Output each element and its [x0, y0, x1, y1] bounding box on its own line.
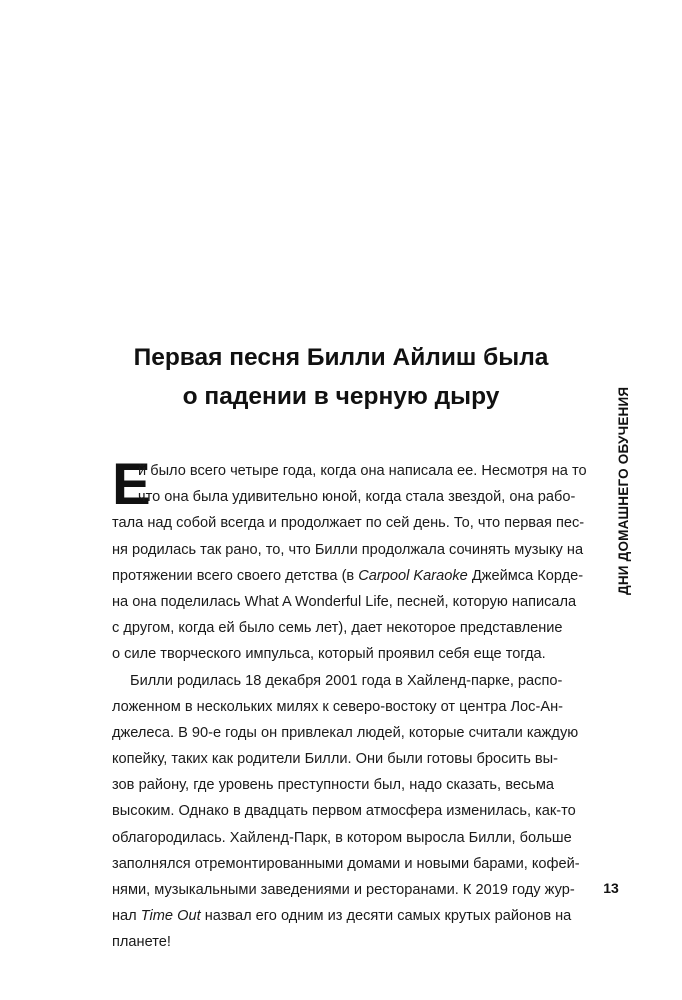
page-number: 13: [603, 880, 619, 896]
paragraph-2-line-6: высоким. Однако в двадцать первом атмосфера изменилась, как-то: [112, 803, 576, 820]
paragraph-1: [112, 452, 587, 668]
paragraph-2-line-1: Билли родилась 18 декабря 2001 года в Хайленд-парке, распо-: [130, 672, 563, 689]
paragraph-1-line-6: на она поделилась What A Wonderful Life, песней, которую написала: [112, 593, 577, 610]
paragraph-2-line-10: [112, 903, 572, 929]
paragraph-2-line-11: планете!: [112, 934, 171, 951]
paragraph-1-line-4: ня родилась так рано, то, что Билли продолжала сочинять музыку на: [112, 541, 584, 558]
paragraph-1-line-5-end: Джеймса Корде-: [467, 567, 584, 584]
paragraph-2: [112, 668, 580, 956]
paragraph-2-line-8: заполнялся отремонтированными домами и новыми барами, кофей-: [112, 855, 580, 872]
drop-cap: Е: [112, 452, 151, 517]
paragraph-1-line-2: что она была удивительно юной, когда стала звездой, она рабо-: [138, 489, 576, 506]
paragraph-1-line-7: с другом, когда ей было семь лет), дает некоторое представление: [112, 620, 563, 637]
chapter-title-line-2: о падении в черную дыру: [182, 383, 500, 410]
paragraph-1-line-3: тала над собой всегда и продолжает по сей день. То, что первая пес-: [112, 515, 585, 532]
paragraph-1-line-1: й было всего четыре года, когда она написала ее. Несмотря на то: [138, 463, 587, 479]
paragraph-2-line-10-end: назвал его одним из десяти самых крутых районов на: [200, 908, 572, 925]
paragraph-1-line-5-start: протяжении всего своего детства (в: [112, 567, 359, 584]
paragraph-1-line-8: о силе творческого импульса, который проявил себя еще тогда.: [112, 646, 546, 663]
paragraph-1-line-5: [112, 563, 584, 589]
paragraph-2-line-4: копейку, таких как родители Билли. Они были готовы бросить вы-: [112, 751, 558, 768]
paragraph-2-line-7: облагородилась. Хайленд-Парк, в котором выросла Билли, больше: [112, 829, 572, 846]
carpool-karaoke-title: Carpool Karaoke: [358, 567, 468, 584]
paragraph-2-line-10-start: нал: [112, 908, 141, 925]
paragraph-2-line-2: ложенном в нескольких милях к северо-востоку от центра Лос-Ан-: [112, 698, 563, 715]
paragraph-2-line-5: зов району, где уровень преступности был, надо сказать, весьма: [112, 777, 554, 794]
paragraph-2-line-9: нями, музыкальными заведениями и ресторанами. К 2019 году жур-: [112, 882, 575, 898]
running-section-heading-text: ДНИ ДОМАШНЕГО ОБУЧЕНИЯ: [616, 386, 631, 595]
time-out-title: Time Out: [140, 908, 201, 925]
paragraph-2-line-3: джелеса. В 90-е годы он привлекал людей, которые считали каждую: [112, 724, 579, 741]
chapter-title-line-1: Первая песня Билли Айлиш была: [133, 344, 549, 371]
chapter-title: [100, 338, 582, 416]
body-text: [112, 452, 587, 956]
